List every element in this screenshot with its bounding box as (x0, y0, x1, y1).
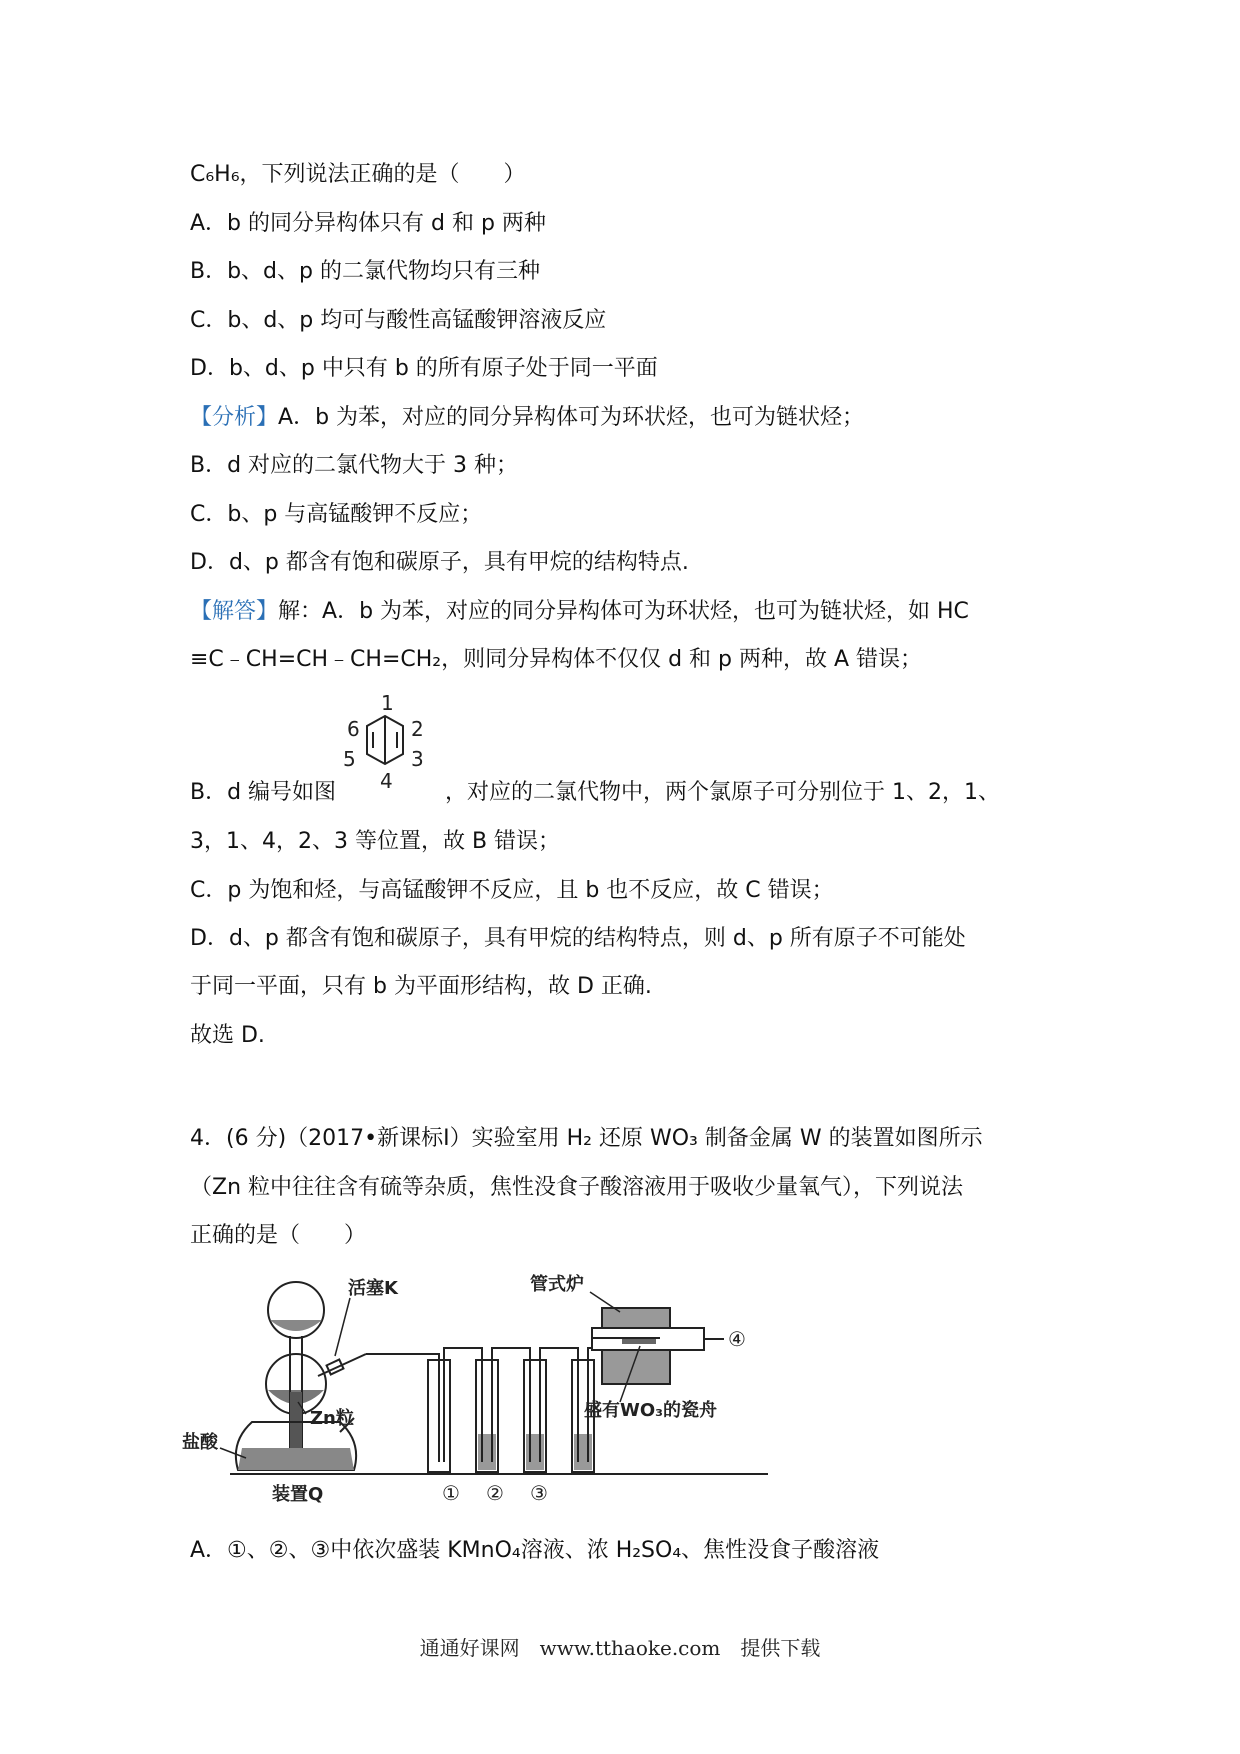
position-number-2: 2 (411, 717, 424, 741)
position-number-5: 5 (343, 747, 356, 771)
bottle-3-label: ③ (530, 1481, 548, 1505)
answer-b-line-2: 3，1、4，2、3 等位置，故 B 错误； (190, 829, 561, 854)
answer-b-prefix: B．d 编号如图 (190, 780, 337, 805)
answer-line-2: ≡C﹣CH=CH﹣CH=CH₂，则同分异构体不仅仅 d 和 p 两种，故 A 错误； (190, 647, 923, 672)
q4-line-2: （Zn 粒中往往含有硫等杂质，焦性没食子酸溶液用于吸收少量氧气），下列说法 (190, 1175, 964, 1200)
furnace-label: 管式炉 (530, 1274, 584, 1295)
answer-b-suffix: ，对应的二氯代物中，两个氯原子可分别位于 1、2，1、 (445, 780, 1000, 805)
analysis-line-c: C．b、p 与高锰酸钾不反应； (190, 502, 483, 527)
analysis-text-a: A．b 为苯，对应的同分异构体可为环状烃，也可为链状烃； (278, 405, 865, 430)
q4-line-3: 正确的是（ ） (190, 1223, 367, 1248)
analysis-line-d: D．d、p 都含有饱和碳原子，具有甲烷的结构特点. (190, 550, 689, 575)
q4-option-a: A．①、②、③中依次盛装 KMnO₄溶液、浓 H₂SO₄、焦性没食子酸溶液 (190, 1538, 880, 1563)
outlet-4-label: ④ (728, 1327, 746, 1351)
acid-label: 盐酸 (182, 1432, 218, 1453)
answer-choice: 故选 D. (190, 1023, 265, 1048)
page-footer: 通通好课网 www.tthaoke.com 提供下载 (419, 1636, 821, 1660)
analysis-line-b: B．d 对应的二氯代物大于 3 种； (190, 453, 519, 478)
device-label: 装置Q (272, 1484, 324, 1505)
answer-text-1: 解：A．b 为苯，对应的同分异构体可为环状烃，也可为链状烃，如 HC (278, 599, 969, 624)
zinc-label: Zn粒 (310, 1408, 354, 1429)
boat-label: 盛有WO₃的瓷舟 (584, 1400, 718, 1421)
answer-d-line-2: 于同一平面，只有 b 为平面形结构，故 D 正确. (190, 974, 652, 999)
position-number-6: 6 (347, 717, 360, 741)
valve-label: 活塞K (348, 1278, 398, 1299)
q4-line-1: 4．(6 分)（2017•新课标Ⅰ）实验室用 H₂ 还原 WO₃ 制备金属 W 的装置如图所示 (190, 1126, 983, 1151)
q3-option-b: B．b、d、p 的二氯代物均只有三种 (190, 259, 540, 284)
bottle-2-label: ② (486, 1481, 504, 1505)
q3-option-a: A．b 的同分异构体只有 d 和 p 两种 (190, 211, 546, 236)
q3-stem: C₆H₆，下列说法正确的是（ ） (190, 162, 526, 187)
q3-option-d: D．b、d、p 中只有 b 的所有原子处于同一平面 (190, 356, 658, 381)
position-number-1: 1 (381, 691, 394, 715)
position-number-3: 3 (411, 747, 424, 771)
answer-d-line-1: D．d、p 都含有饱和碳原子，具有甲烷的结构特点，则 d、p 所有原子不可能处 (190, 926, 966, 951)
analysis-line-1 (190, 403, 864, 433)
answer-tag: 【解答】 (190, 599, 279, 624)
numbered-structure-figure (335, 692, 455, 802)
bottle-1-label: ① (442, 1481, 460, 1505)
answer-line-1 (190, 597, 969, 627)
apparatus-figure (182, 1272, 790, 1512)
analysis-tag: 【分析】 (190, 405, 279, 430)
answer-c-line: C．p 为饱和烃，与高锰酸钾不反应，且 b 也不反应，故 C 错误； (190, 878, 834, 903)
position-number-4: 4 (380, 769, 393, 793)
q3-option-c: C．b、d、p 均可与酸性高锰酸钾溶液反应 (190, 308, 607, 333)
